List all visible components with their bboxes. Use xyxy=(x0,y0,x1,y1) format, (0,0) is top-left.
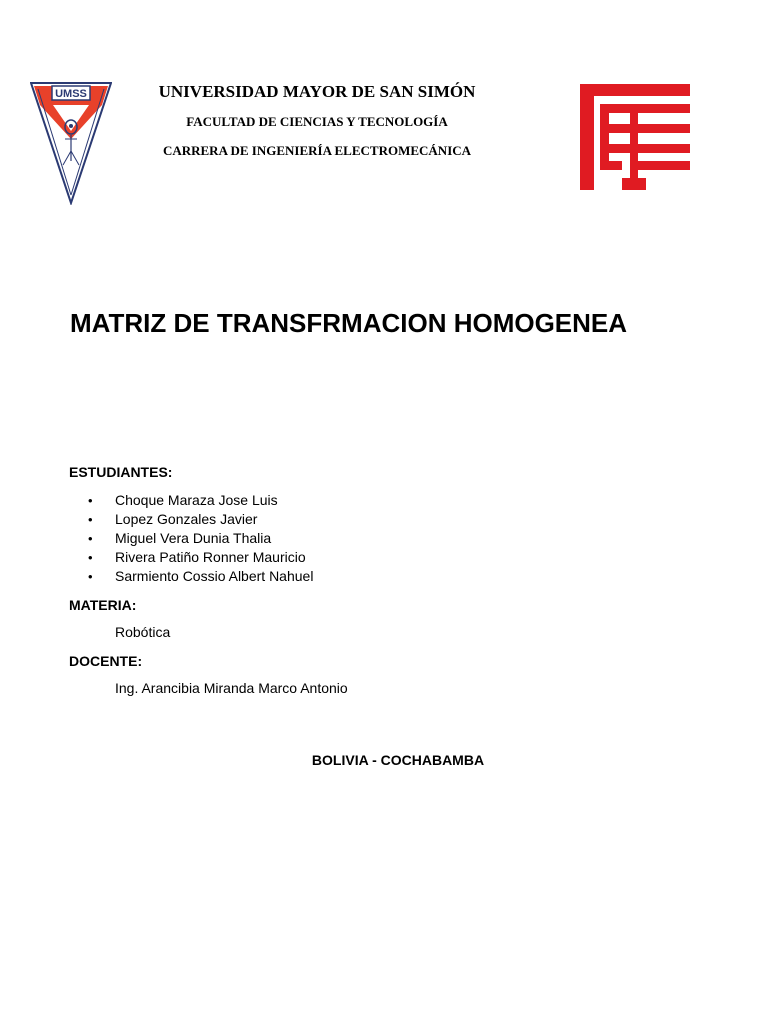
student-name: Choque Maraza Jose Luis xyxy=(115,492,278,508)
student-item xyxy=(88,567,313,586)
students-label: ESTUDIANTES: xyxy=(69,464,173,480)
bullet-icon: • xyxy=(88,531,93,546)
bullet-icon: • xyxy=(88,493,93,508)
student-name: Rivera Patiño Ronner Mauricio xyxy=(115,549,306,565)
teacher-label: DOCENTE: xyxy=(69,653,143,669)
career-name: CARRERA DE INGENIERÍA ELECTROMECÁNICA xyxy=(162,143,472,158)
subject-value: Robótica xyxy=(115,624,171,640)
student-item xyxy=(88,529,313,548)
svg-text:UMSS: UMSS xyxy=(55,88,87,100)
document-title: MATRIZ DE TRANSFRMACION HOMOGENEA xyxy=(70,308,628,338)
students-list xyxy=(88,491,313,586)
student-name: Lopez Gonzales Javier xyxy=(115,511,258,527)
student-item xyxy=(88,548,313,567)
student-item xyxy=(88,510,313,529)
location-text: BOLIVIA - COCHABAMBA xyxy=(311,752,485,768)
bullet-icon: • xyxy=(88,550,93,565)
faculty-name: FACULTAD DE CIENCIAS Y TECNOLOGÍA xyxy=(186,114,448,129)
bullet-icon: • xyxy=(88,569,93,584)
student-name: Sarmiento Cossio Albert Nahuel xyxy=(115,568,314,584)
subject-label: MATERIA: xyxy=(69,597,137,613)
student-item xyxy=(88,491,313,510)
university-name: UNIVERSIDAD MAYOR DE SAN SIMÓN xyxy=(158,82,476,101)
teacher-value: Ing. Arancibia Miranda Marco Antonio xyxy=(115,680,348,696)
student-name: Miguel Vera Dunia Thalia xyxy=(115,530,272,546)
bullet-icon: • xyxy=(88,512,93,527)
